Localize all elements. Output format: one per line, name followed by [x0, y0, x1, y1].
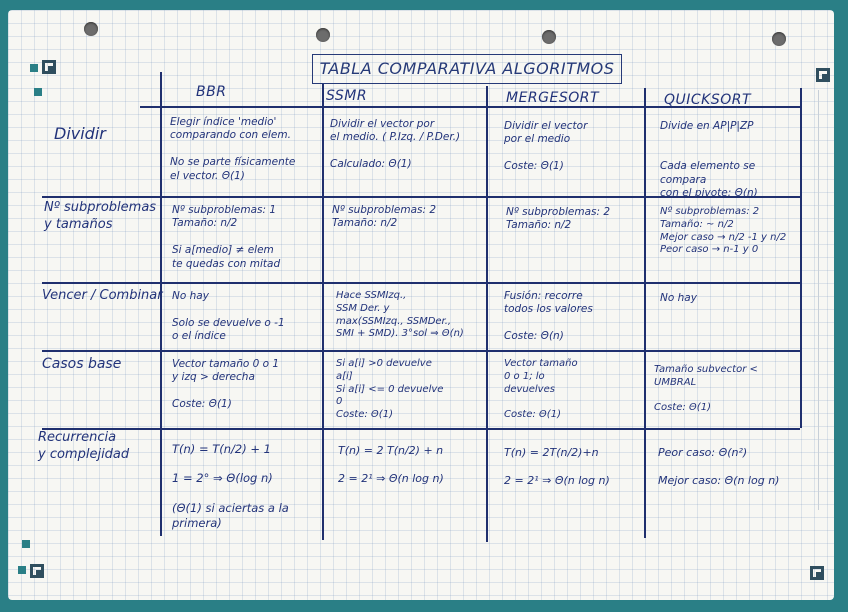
binder-hole: [316, 28, 330, 42]
row-header-subproblemas: Nº subproblemas y tamaños: [44, 200, 157, 232]
binder-hole: [84, 22, 98, 36]
binder-hole: [772, 32, 786, 46]
corner-mark-icon: [42, 60, 56, 74]
margin-square-icon: [18, 566, 26, 574]
table-rule: [42, 282, 800, 284]
table-cell: Dividir el vector por el medio Coste: Θ(1): [504, 120, 588, 173]
corner-mark-icon: [810, 566, 824, 580]
table-rule: [800, 88, 802, 428]
table-cell: Nº subproblemas: 2 Tamaño: n/2: [506, 206, 611, 232]
table-cell: Vector tamaño 0 o 1 y izq > derecha Coste: Θ(1): [172, 358, 280, 411]
row-header-dividir: Dividir: [54, 124, 106, 143]
table-cell: Nº subproblemas: 1 Tamaño: n/2 Si a[medio] ≠ elem te quedas con mitad: [172, 204, 281, 270]
table-rule: [486, 86, 488, 542]
table-cell: Peor caso: Θ(n²) Mejor caso: Θ(n log n): [658, 446, 780, 488]
margin-square-icon: [34, 88, 42, 96]
table-cell: Elegir índice 'medio' comparando con elem. No se parte físicamente el vector. Θ(1): [170, 116, 296, 182]
table-cell: T(n) = T(n/2) + 1 1 = 2° ⇒ Θ(log n) (Θ(1) si aciertas a la primera): [172, 442, 289, 530]
table-rule: [644, 88, 646, 538]
binder-hole: [542, 30, 556, 44]
column-header-quicksort: QUICKSORT: [664, 92, 752, 108]
page-title: TABLA COMPARATIVA ALGORITMOS: [312, 54, 622, 84]
table-cell: No hay: [660, 292, 697, 304]
table-rule: [322, 84, 324, 540]
table-cell: Si a[i] >0 devuelve a[i] Si a[i] <= 0 devuelve 0 Coste: Θ(1): [336, 358, 444, 421]
margin-square-icon: [22, 540, 30, 548]
row-header-recurrencia: Recurrencia y complejidad: [38, 430, 130, 462]
column-header-mergesort: MERGESORT: [506, 90, 600, 106]
table-cell: Nº subproblemas: 2 Tamaño: ~ n/2 Mejor caso → n/2 -1 y n/2 Peor caso → n-1 y 0: [660, 206, 787, 256]
table-cell: Divide en AP|P|ZP Cada elemento se compara con el pivote: Θ(n): [660, 120, 758, 200]
table-cell: Tamaño subvector < UMBRAL Coste: Θ(1): [654, 364, 758, 414]
table-cell: Hace SSMIzq., SSM Der. y max(SSMIzq., SSMDer., SMI + SMD). 3°sol ⇒ Θ(n): [336, 290, 464, 340]
table-cell: T(n) = 2T(n/2)+n 2 = 2¹ ⇒ Θ(n log n): [504, 446, 610, 488]
table-cell: Dividir el vector por el medio. ( P.Izq. / P.Der.) Calculado: Θ(1): [330, 118, 461, 171]
column-header-ssmr: SSMR: [326, 88, 368, 104]
table-rule: [42, 350, 800, 352]
corner-mark-icon: [816, 68, 830, 82]
column-header-bbr: BBR: [196, 84, 227, 100]
table-cell: Fusión: recorre todos los valores Coste: Θ(n): [504, 290, 593, 343]
table-cell: Nº subproblemas: 2 Tamaño: n/2: [332, 204, 437, 230]
table-cell: T(n) = 2 T(n/2) + n 2 = 2¹ ⇒ Θ(n log n): [338, 444, 444, 486]
corner-mark-icon: [30, 564, 44, 578]
row-header-vencer-combinar: Vencer / Combinar: [42, 288, 163, 303]
row-header-casos-base: Casos base: [42, 356, 122, 372]
table-cell: Vector tamaño 0 o 1; lo devuelves Coste: Θ(1): [504, 358, 578, 421]
page-margin-line: [818, 90, 829, 510]
table-rule: [42, 428, 800, 430]
table-cell: No hay Solo se devuelve o -1 o el índice: [172, 290, 285, 343]
margin-square-icon: [30, 64, 38, 72]
